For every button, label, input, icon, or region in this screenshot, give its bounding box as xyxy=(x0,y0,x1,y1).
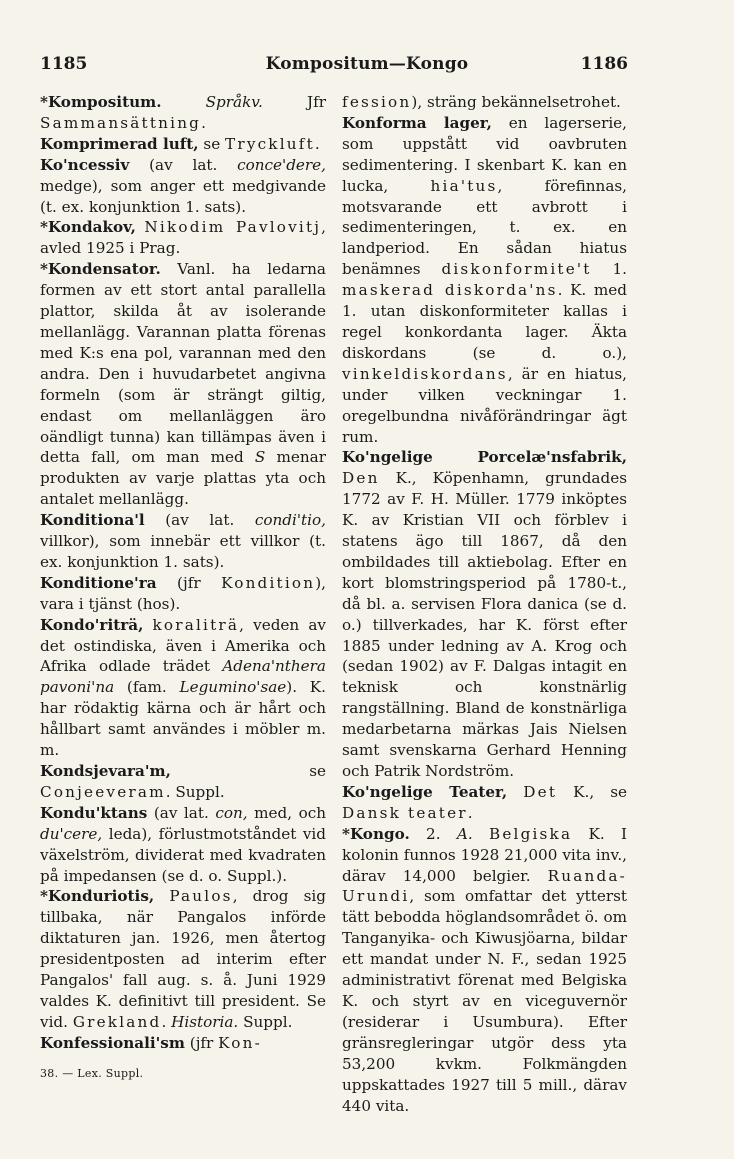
entry-kongo xyxy=(342,824,627,1117)
entry-kondakov xyxy=(40,217,326,259)
spaced-term: Belgiska xyxy=(488,824,573,843)
cross-ref: Sammansättning xyxy=(40,113,202,132)
spaced-term: Den xyxy=(342,469,380,488)
text: , är en hiatus, under vilken veckningar 1. oregelbundna nivåförändringar ägt rum. xyxy=(342,364,627,446)
headword: *Kompositum. xyxy=(40,93,162,111)
text: K. I kolonin funnos 1928 21,000 vita inv., därav 14,000 belgier. xyxy=(342,824,627,885)
entry-konduktans xyxy=(40,803,326,887)
text: . xyxy=(161,1012,172,1031)
text: 1. xyxy=(591,260,627,279)
text: , veden av det ostindiska, även i Amerika och Afrika odlade trädet xyxy=(40,615,326,676)
headword: Konditiona'l xyxy=(40,511,145,530)
text: , förefinnas, motsvarande ett avbrott i sedimenteringen, t. ex. en landperiod. En sådan hiatus benämnes xyxy=(342,176,627,279)
cross-ref: Tryckluft xyxy=(225,134,315,153)
spaced-term: maskerad diskorda'ns xyxy=(342,281,558,300)
text: ), sträng bekännelsetrohet. xyxy=(411,93,621,111)
text: villkor), som innebär ett villkor (t. ex. konjunktion 1. sats). xyxy=(40,532,326,571)
text: Suppl. xyxy=(238,1012,293,1031)
text: Vanl. ha ledarna formen av ett stort antal parallella plattor, skilda åt av isolerande mellanlägg. Varannan platta förenas med K:s ena pol, varannan med den andra. Den i huvudarbetet angivna formeln (som är strängt giltig, endast om mellanläggen äro oändligt tunna) kan tillämpas även i detta fall, om man med xyxy=(40,260,326,467)
entry-kompositum xyxy=(40,92,326,134)
spaced-name: koraliträ xyxy=(152,615,240,634)
entry-konduriotis xyxy=(40,886,326,1032)
headword: Kondu'ktans xyxy=(40,803,148,822)
text: menar produkten av varje plattas yta och antalet mellanlägg. xyxy=(40,448,326,509)
entry-koncessiv xyxy=(40,155,326,218)
text: ), vara i tjänst (hos). xyxy=(40,573,326,613)
text: (av lat. xyxy=(147,803,216,822)
page-header xyxy=(0,50,734,80)
spaced-name: Paulos xyxy=(169,887,233,906)
spaced-term: vinkeldiskordans xyxy=(342,364,508,383)
text: Jfr xyxy=(262,93,326,111)
headword: *Kondakov, xyxy=(40,218,136,237)
cross-ref: Grekland xyxy=(72,1012,162,1031)
text xyxy=(162,93,206,111)
left-column xyxy=(40,92,326,1054)
cross-ref: Kon- xyxy=(218,1033,262,1052)
entry-porcelaensfabrik xyxy=(342,447,627,782)
text: (av lat. xyxy=(129,155,238,174)
text: med, och xyxy=(247,803,326,822)
headword: Ko'ngelige Teater, xyxy=(342,782,508,801)
page-number-left: 1185 xyxy=(40,54,88,74)
entry-kongelige-teater xyxy=(342,782,627,824)
page-footer: 38. — Lex. Suppl. xyxy=(40,1067,144,1080)
entry-konditional xyxy=(40,510,326,573)
spaced-term: hia'tus xyxy=(430,176,498,195)
text xyxy=(473,825,489,843)
spaced-name: Nikodim Pavlovitj xyxy=(144,218,322,237)
text: con, xyxy=(215,803,248,822)
text: . K. med 1. utan diskonformiteter kallas i regel konkordanta lager. Äkta diskordans (se d. o.), xyxy=(342,281,627,362)
headword: Konditione'ra xyxy=(40,573,157,592)
entry-konfessionalism xyxy=(40,1033,326,1054)
text: en lagerserie, som uppstått vid oavbruten sedimentering. I skenbart K. kan en lucka, xyxy=(342,113,627,195)
text: . xyxy=(314,134,320,153)
text: (av lat. xyxy=(144,511,255,530)
text: (fam. xyxy=(114,678,180,697)
text: se xyxy=(170,762,326,780)
text: se xyxy=(198,134,226,153)
headword: Ko'ngelige Porcelæ'nsfabrik, xyxy=(342,448,627,467)
text: . xyxy=(201,113,206,132)
cross-ref: Conjeeveram xyxy=(40,782,166,801)
text: Legumino'sae xyxy=(179,678,287,697)
text: (jfr xyxy=(184,1033,219,1052)
text: , som omfattar det ytterst tätt bebodda höglandsområdet ö. om Tanganyika- och Kiwusjöarna, bildar ett mandat under N. F., sedan 1925 administrativt förenat med Belgiska K. och styrt av en viceguvernör (residerar i Usumbura). Efter gränsregleringar utgör dess yta 53,200 kvkm. Folkmängden uppskattades 1927 till 5 mill., därav 440 vita. xyxy=(342,887,627,1115)
text xyxy=(154,887,169,905)
text: leda), förlustmotståndet vid växelström, dividerat med kvadraten på impedansen (se d. o. Suppl.). xyxy=(40,824,326,885)
text: Språkv. xyxy=(205,93,263,111)
cross-ref: Kondition xyxy=(221,573,316,592)
spaced-term: Ruanda-Urundi xyxy=(342,866,627,906)
text: . xyxy=(467,803,473,822)
headword: Ko'ncessiv xyxy=(40,155,130,174)
text xyxy=(507,783,523,801)
text: medge), som anger ett medgivande (t. ex. konjunktion 1. sats). xyxy=(40,176,326,216)
text xyxy=(143,616,152,634)
entry-komprimerad-luft xyxy=(40,134,326,155)
text: , avled 1925 i Prag. xyxy=(40,218,326,258)
headword: Kondsjevara'm, xyxy=(40,762,171,780)
headword: Konforma lager, xyxy=(342,113,492,132)
headword: *Kongo. xyxy=(342,824,410,843)
text: K., se xyxy=(557,782,627,801)
entry-konfessionalism-cont xyxy=(342,92,627,113)
text: condi'tio, xyxy=(254,511,326,530)
headword: Konfessionali'sm xyxy=(40,1033,185,1052)
text: A. xyxy=(456,824,473,843)
entry-kondensator xyxy=(40,259,326,510)
headword: Komprimerad luft, xyxy=(40,134,199,153)
text: du'cere, xyxy=(40,824,103,843)
text: (jfr xyxy=(156,573,222,592)
text: S xyxy=(254,448,266,467)
headword: *Kondensator. xyxy=(40,260,161,279)
text: conce'dere, xyxy=(237,155,326,174)
spaced-term: Det xyxy=(523,782,558,801)
entry-kondsjevaram xyxy=(40,761,326,803)
cross-ref: fession xyxy=(342,93,412,111)
headword: *Konduriotis, xyxy=(40,887,155,906)
running-title: Kompositum—Kongo xyxy=(265,54,469,74)
spaced-term: diskonformite't xyxy=(441,260,592,279)
cross-ref: Dansk teater xyxy=(342,803,468,822)
text: Adena'nthera pavoni'na xyxy=(40,657,326,697)
entry-kondoritra xyxy=(40,615,326,761)
text: K., Köpenhamn, grundades 1772 av F. H. Müller. 1779 inköptes K. av Kristian VII och förblev i statens ägo till 1867, då den ombildades till aktiebolag. Efter en kort blomstringsperiod på 1780-t., då bl. a. servisen Flora danica (se d. o.) tillverkades, har K. först efter 1885 under ledning av A. Krog och (sedan 1902) av F. Dalgas intagit en teknisk och konstnärlig rangställning. Bland de konstnärliga medarbetarna märkas Jais Nielsen samt svenskarna Gerhard Henning och Patrik Nordström. xyxy=(342,469,627,780)
page-number-right: 1186 xyxy=(580,54,628,74)
headword: Kondo'riträ, xyxy=(40,615,144,634)
text: . Suppl. xyxy=(165,782,225,801)
text: ). K. har rödaktig kärna och är hårt och hållbart samt användes i möbler m. m. xyxy=(40,678,326,760)
right-column xyxy=(342,92,627,1116)
text: , drog sig tillbaka, när Pangalos införde diktaturen jan. 1926, men återtog presidentposten ad interim efter Pangalos' fall aug. s. å. Juni 1929 valdes K. definitivt till president. Se vid. xyxy=(40,887,326,1031)
entry-konforma-lager xyxy=(342,113,627,448)
entry-konditionera xyxy=(40,573,326,615)
text: Historia. xyxy=(171,1012,239,1031)
text: 2. xyxy=(409,824,457,843)
